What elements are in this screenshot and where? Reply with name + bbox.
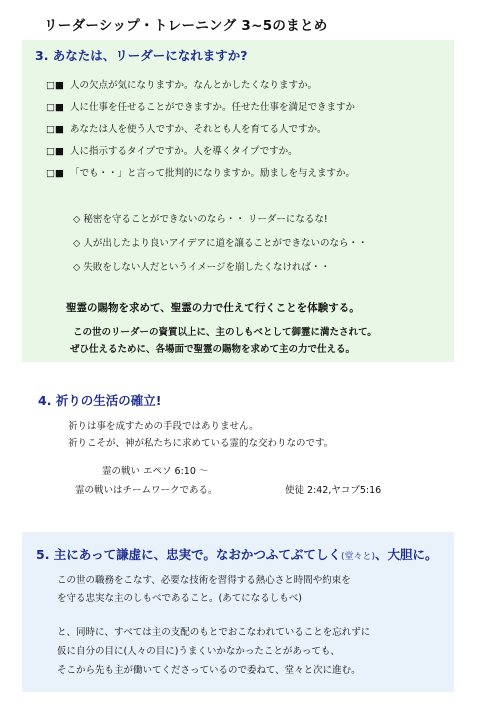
section-4-heading: 4. 祈りの生活の確立!	[38, 393, 162, 408]
section-5-heading-note: (堂々と)	[340, 552, 375, 562]
section-5-line: 仮に自分の目に(人々の目に)うまくいかなかったことがあっても、	[57, 646, 340, 657]
checkbox-icon: □■	[46, 124, 64, 135]
section-3-note: この世のリーダーの資質以上に、主のしもべとして御霊に満たされて。	[73, 327, 377, 338]
section-4-line: 祈りは事を成すための手段ではありません。	[68, 421, 259, 432]
checklist-item-text: あなたは人を使う人ですか、それとも人を育てる人ですか。	[70, 124, 327, 135]
section-5-line: と、同時に、すべては主の支配のもとでおこなわれていることを忘れずに	[57, 627, 371, 638]
section-3-note: ぜひ仕えるために、各場面で聖霊の賜物を求めて主の力で仕える。	[70, 344, 356, 355]
section-4-line: 祈りこそが、神が私たちに求めている霊的な交わりなのです。	[68, 438, 334, 449]
checklist-item-text: 人の欠点が気になりますか。なんとかしたくなりますか。	[70, 80, 318, 91]
checklist-item	[46, 77, 317, 91]
warning-item: ◇ 秘密を守ることができないのなら・・ リーダーになるな!	[73, 214, 328, 225]
checkbox-icon: □■	[46, 168, 64, 179]
checklist-item-text: 人に指示するタイプですか。人を導くタイプですか。	[70, 146, 298, 157]
section-5-line: そこから先も主が働いてくださっているので委ねて、堂々と次に進む。	[57, 665, 361, 676]
checklist-item	[46, 99, 355, 113]
section-3-conclusion: 聖霊の賜物を求めて、聖霊の力で仕えて行くことを体験する。	[66, 302, 360, 314]
warning-item: ◇ 失敗をしない人だというイメージを崩したくなければ・・	[73, 262, 331, 273]
checklist-item-text: 「でも・・」と言って批判的になりますか。励ましを与えますか。	[70, 168, 356, 179]
section-3-heading: 3. あなたは、リーダーになれますか?	[35, 48, 248, 63]
checklist-item	[46, 165, 355, 179]
section-5-line: この世の職務をこなす、必要な技術を習得する熱心さと時間や約束を	[57, 575, 351, 586]
checkbox-icon: □■	[46, 80, 64, 91]
scripture-reference: 使徒 2:42,ヤコブ5:16	[285, 485, 382, 496]
teamwork-line: 霊の戦いはチームワークである。	[75, 485, 218, 496]
checklist-item	[46, 121, 327, 135]
section-5-line: を守る忠実な主のしもべであること。(あてになるしもべ)	[57, 593, 302, 604]
checkbox-icon: □■	[46, 102, 64, 113]
section-5-heading-main: 5. 主にあって謙虚に、忠実で。なおかつふてぶてしく	[36, 547, 341, 562]
section-5-heading-end: 、大胆に。	[374, 547, 438, 562]
checklist-item-text: 人に仕事を任せることができますか。任せた仕事を満足できますか	[70, 102, 356, 113]
checkbox-icon: □■	[46, 146, 64, 157]
warning-item: ◇ 人が出したより良いアイデアに道を譲ることができないのなら・・	[73, 238, 368, 249]
spiritual-battle-reference: 霊の戦い エペソ 6:10 〜	[102, 466, 209, 477]
section-5-heading	[36, 545, 437, 563]
checklist-item	[46, 143, 298, 157]
document-title: リーダーシップ・トレーニング 3~5のまとめ	[44, 18, 328, 34]
